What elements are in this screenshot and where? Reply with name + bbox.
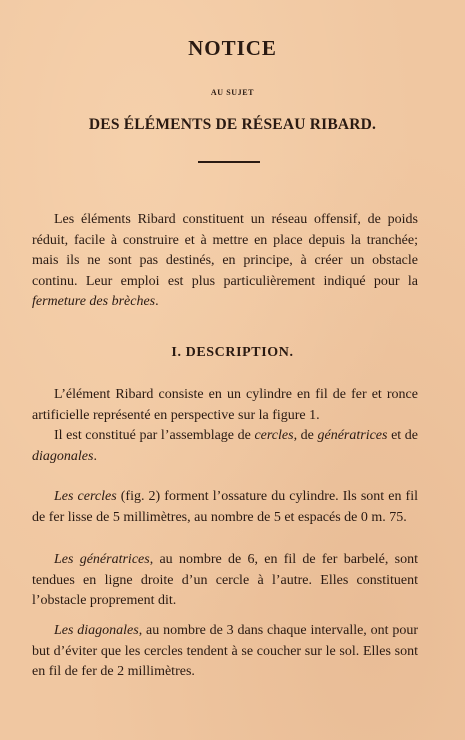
intro-text: Les éléments Ribard constituent un réseau offensif, de poids réduit, facile à construire et à mettre en place depuis la tranchée; mais ils ne sont pas destinés, en principe, à créer un obstacle continu. Leur emploi est plus particulièrement indiqué pour la bbox=[32, 212, 418, 289]
desc-p2-generatrices: génératrices bbox=[317, 428, 388, 443]
diagonales-text: , au nombre de 3 dans chaque intervalle, ont pour but d’éviter que les cercles tendent à se coucher sur le sol. Elles sont en fil de fer de 2 millimètres. bbox=[32, 623, 418, 679]
subtitle-small: AU SUJET bbox=[210, 88, 255, 97]
intro-italic: fermeture des brèches bbox=[32, 294, 156, 309]
diagonales-lead: Les diagonales bbox=[54, 623, 139, 638]
desc-p2-cercles: cercles bbox=[254, 428, 294, 443]
generatrices-paragraph bbox=[32, 550, 418, 612]
cercles-text: (fig. 2) forment l’ossature du cylindre. Ils sont en fil de fer lisse de 5 millimètres, au nombre de 5 et espacés de 0 m. 75. bbox=[32, 489, 418, 525]
description-p2 bbox=[32, 426, 418, 467]
section-heading: I. DESCRIPTION. bbox=[171, 345, 294, 360]
intro-end: . bbox=[155, 294, 159, 309]
page-title: NOTICE bbox=[188, 36, 277, 60]
description-p1: L’élément Ribard consiste en un cylindre en fil de fer et ronce artificielle représenté en perspective sur la figure 1. bbox=[32, 387, 418, 423]
desc-p2-diagonales: diagonales bbox=[32, 448, 94, 464]
intro-paragraph bbox=[32, 210, 418, 313]
cercles-lead: Les cercles bbox=[54, 489, 117, 504]
desc-p2-start: Il est constitué par l’assemblage de bbox=[54, 428, 255, 443]
generatrices-text: , au nombre de 6, en fil de fer barbelé, sont tendues en ligne droite d’un cercle à l’autre. Elles constituent l’obstacle proprement dit. bbox=[32, 552, 418, 608]
subtitle-main: DES ÉLÉMENTS DE RÉSEAU RIBARD. bbox=[88, 116, 377, 133]
description-block bbox=[32, 385, 418, 467]
desc-p2-mid1: , de bbox=[293, 428, 318, 443]
cercles-paragraph bbox=[32, 487, 418, 528]
title-divider bbox=[198, 161, 260, 163]
generatrices-lead: Les génératrices bbox=[54, 552, 150, 567]
desc-p2-end: . bbox=[93, 448, 97, 464]
diagonales-paragraph bbox=[32, 621, 418, 683]
desc-p2-mid2: et de bbox=[387, 428, 418, 443]
